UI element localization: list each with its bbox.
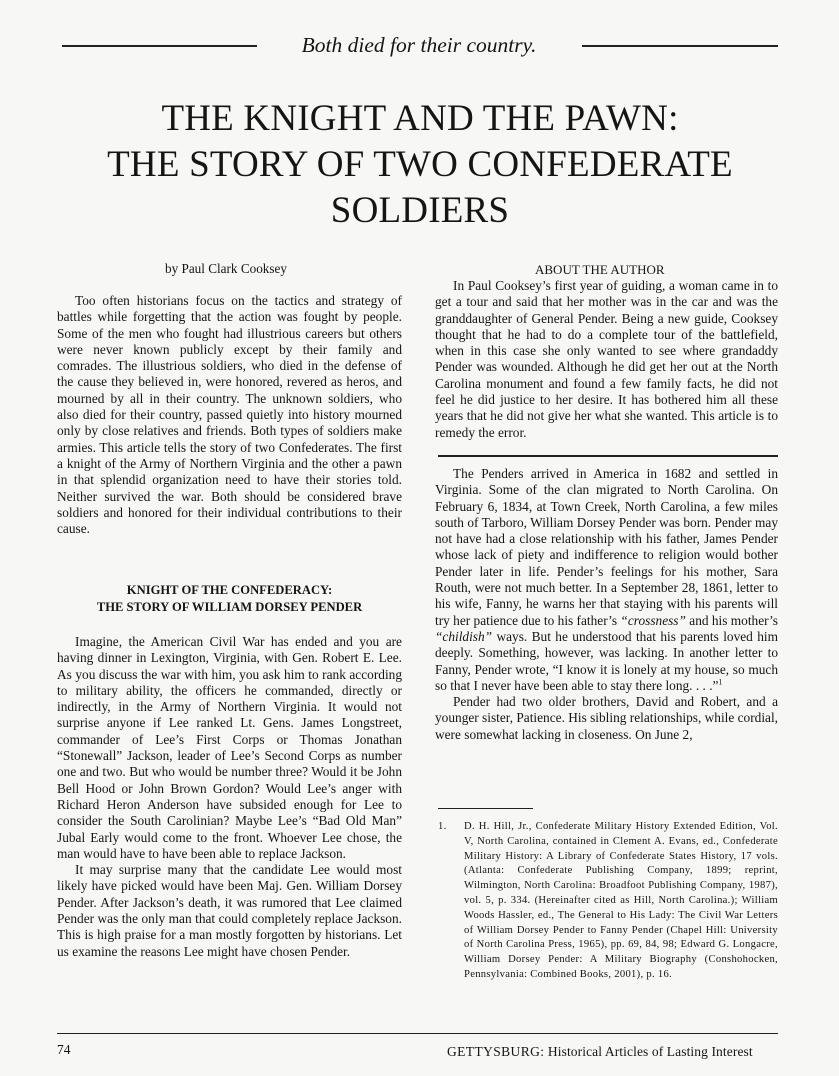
footnote-number: 1. bbox=[438, 821, 447, 832]
intro-paragraph: Too often historians focus on the tactics and strategy of battles while forgetting that the action was fought by people. Some of the men who fought had illustrious careers but others were never known publicly except by their family and comrades. The illustrious soldiers, who died in the defense of the cause they believed in, were honored, revered as heros, and mourned by all in their country. The unknown soldiers, who also died for their country, passed quietly into history mourned only by close relatives and friends. Both types of soldiers make armies. This article tells the story of two Confederates. The first a knight of the Army of Northern Virginia and the other a pawn in that splendid organization need to have their stories told. Neither survived the war. Both should be considered brave soldiers and honored for their individual contributions to their cause. bbox=[57, 293, 402, 537]
section-heading-line-2: THE STORY OF WILLIAM DORSEY PENDER bbox=[96, 600, 363, 614]
title-line-2: THE STORY OF TWO CONFEDERATE bbox=[107, 144, 733, 185]
left-paragraph-1: Imagine, the American Civil War has ended and you are having dinner in Lexington, Virginia, with Gen. Robert E. Lee. As you discuss the war with him, you ask him to rank according to military ability, the officers he commanded, directly or indirectly, in the Army of Northern Virginia. It would not surprise anyone if Lee ranked Lt. Gens. James Longstreet, commander of Lee’s First Corps or Thomas Jonathan “Stonewall” Jackson, leader of Lee’s Second Corps as number one and two. But who would be number three? Would it be John Bell Hood or John Brown Gordon? Would Lee’s anger with Richard Heron Anderson have subsided enough for Lee to consider the South Carolinian? Maybe Lee’s “Bad Old Man” Jubal Early would come to the front. Whoever Lee chose, the man would have to have been able to replace Jackson. bbox=[57, 634, 402, 861]
right-paragraph-2: Pender had two older brothers, David and Robert, and a younger sister, Patience. His sibling relationships, while cordial, were somewhat lacking in closeness. On June 2, bbox=[435, 694, 779, 742]
about-heading: ABOUT THE AUTHOR bbox=[535, 262, 665, 277]
title-line-3: SOLDIERS bbox=[330, 190, 510, 231]
about-block bbox=[435, 278, 778, 441]
header-rule-right bbox=[582, 45, 778, 47]
about-rule bbox=[438, 455, 778, 457]
footnote-text: D. H. Hill, Jr., Confederate Military History Extended Edition, Vol. V, North Carolina, contained in Clement A. Evans, ed., Confederate Military History: A Library of Confederate States History, 17 vols. (Atlanta: Confederate Publishing Company, 1899; reprint, Wilmington, North Carolina: Broadfoot Publishing Company, 1987), vol. 5, p. 334. (Hereinafter cited as Hill, North Carolina.); William Woods Hassler, ed., The General to His Lady: The Civil War Letters of William Dorsey Pender to Fanny Pender (Chapel Hill: University of North Carolina Press, 1965), pp. 69, 84, 98; Edward G. Longacre, William Dorsey Pender: A Military Biography (Conshohocken, Pennsylvania: Combined Books, 2001), p. 16. bbox=[464, 821, 778, 980]
header-tagline: Both died for their country. bbox=[301, 33, 537, 57]
footnote-reference: 1 bbox=[718, 677, 723, 687]
intro-paragraph-block bbox=[57, 293, 402, 537]
crossness-term: “crossness” bbox=[620, 612, 686, 628]
section-heading-line-1: KNIGHT OF THE CONFEDERACY: bbox=[126, 583, 333, 597]
left-body bbox=[57, 634, 402, 960]
header-rule-left bbox=[62, 45, 257, 47]
about-text: In Paul Cooksey’s first year of guiding, a woman came in to get a tour and said that her mother was in the car and was the granddaughter of General Pender. Being a new guide, Cooksey thought that he had to do a complete tour of the battlefield, when in this case she only wanted to see where grandaddy Pender was wounded. Although he did get her out at the North Carolina monument and found a few family facts, he did not feel he did justice to her desire. It has bothered him all these years that he did not give her what she wanted. This article is to remedy the error. bbox=[435, 278, 778, 440]
left-paragraph-2: It may surprise many that the candidate Lee would most likely have picked would have been Maj. Gen. William Dorsey Pender. After Jackson’s death, it was rumored that Lee claimed Pender was the only man that could completely replace Jackson. This is high praise for a man mostly forgotten by historians. Let us examine the reasons Lee might have chosen Pender. bbox=[57, 862, 402, 959]
right-paragraph-1b: and his mother’s bbox=[689, 612, 778, 628]
journal-title-caps: GETTYSBURG: bbox=[447, 1044, 545, 1059]
right-paragraph-1a: The Penders arrived in America in 1682 and settled in Virginia. Some of the clan migrated to North Carolina. On February 6, 1834, at Town Creek, North Carolina, a few miles south of Tarboro, William Dorsey Pender was born. Pender may not have had a close relationship with his father, James Pender whose lack of piety and indifference to religion would bother Pender later in life. Pender’s feelings for his mother, Sara Routh, were not much better. In a September 28, 1861, letter to his wife, Fanny, he warns her that staying with his parents will try her patience due to his father’s bbox=[435, 466, 778, 628]
page-number: 74 bbox=[57, 1042, 71, 1057]
right-paragraph-1c: ways. But he understood that his parents loved him deeply. Something, however, was lacking. In another letter to Fanny, Pender wrote, “I know it is lonely at my house, so much so that I never have been able to stay there long. . . .” bbox=[435, 628, 778, 693]
right-paragraph-1 bbox=[435, 466, 778, 694]
title-line-1: THE KNIGHT AND THE PAWN: bbox=[161, 98, 679, 139]
byline: by Paul Clark Cooksey bbox=[165, 261, 287, 276]
footnote-rule bbox=[438, 808, 533, 809]
right-body bbox=[435, 466, 778, 743]
article-title bbox=[60, 96, 780, 234]
journal-title bbox=[447, 1044, 753, 1060]
footnote bbox=[438, 820, 778, 983]
footer-rule bbox=[57, 1033, 778, 1034]
childish-term: “childish” bbox=[435, 628, 493, 644]
journal-title-rest: Historical Articles of Lasting Interest bbox=[547, 1044, 753, 1059]
